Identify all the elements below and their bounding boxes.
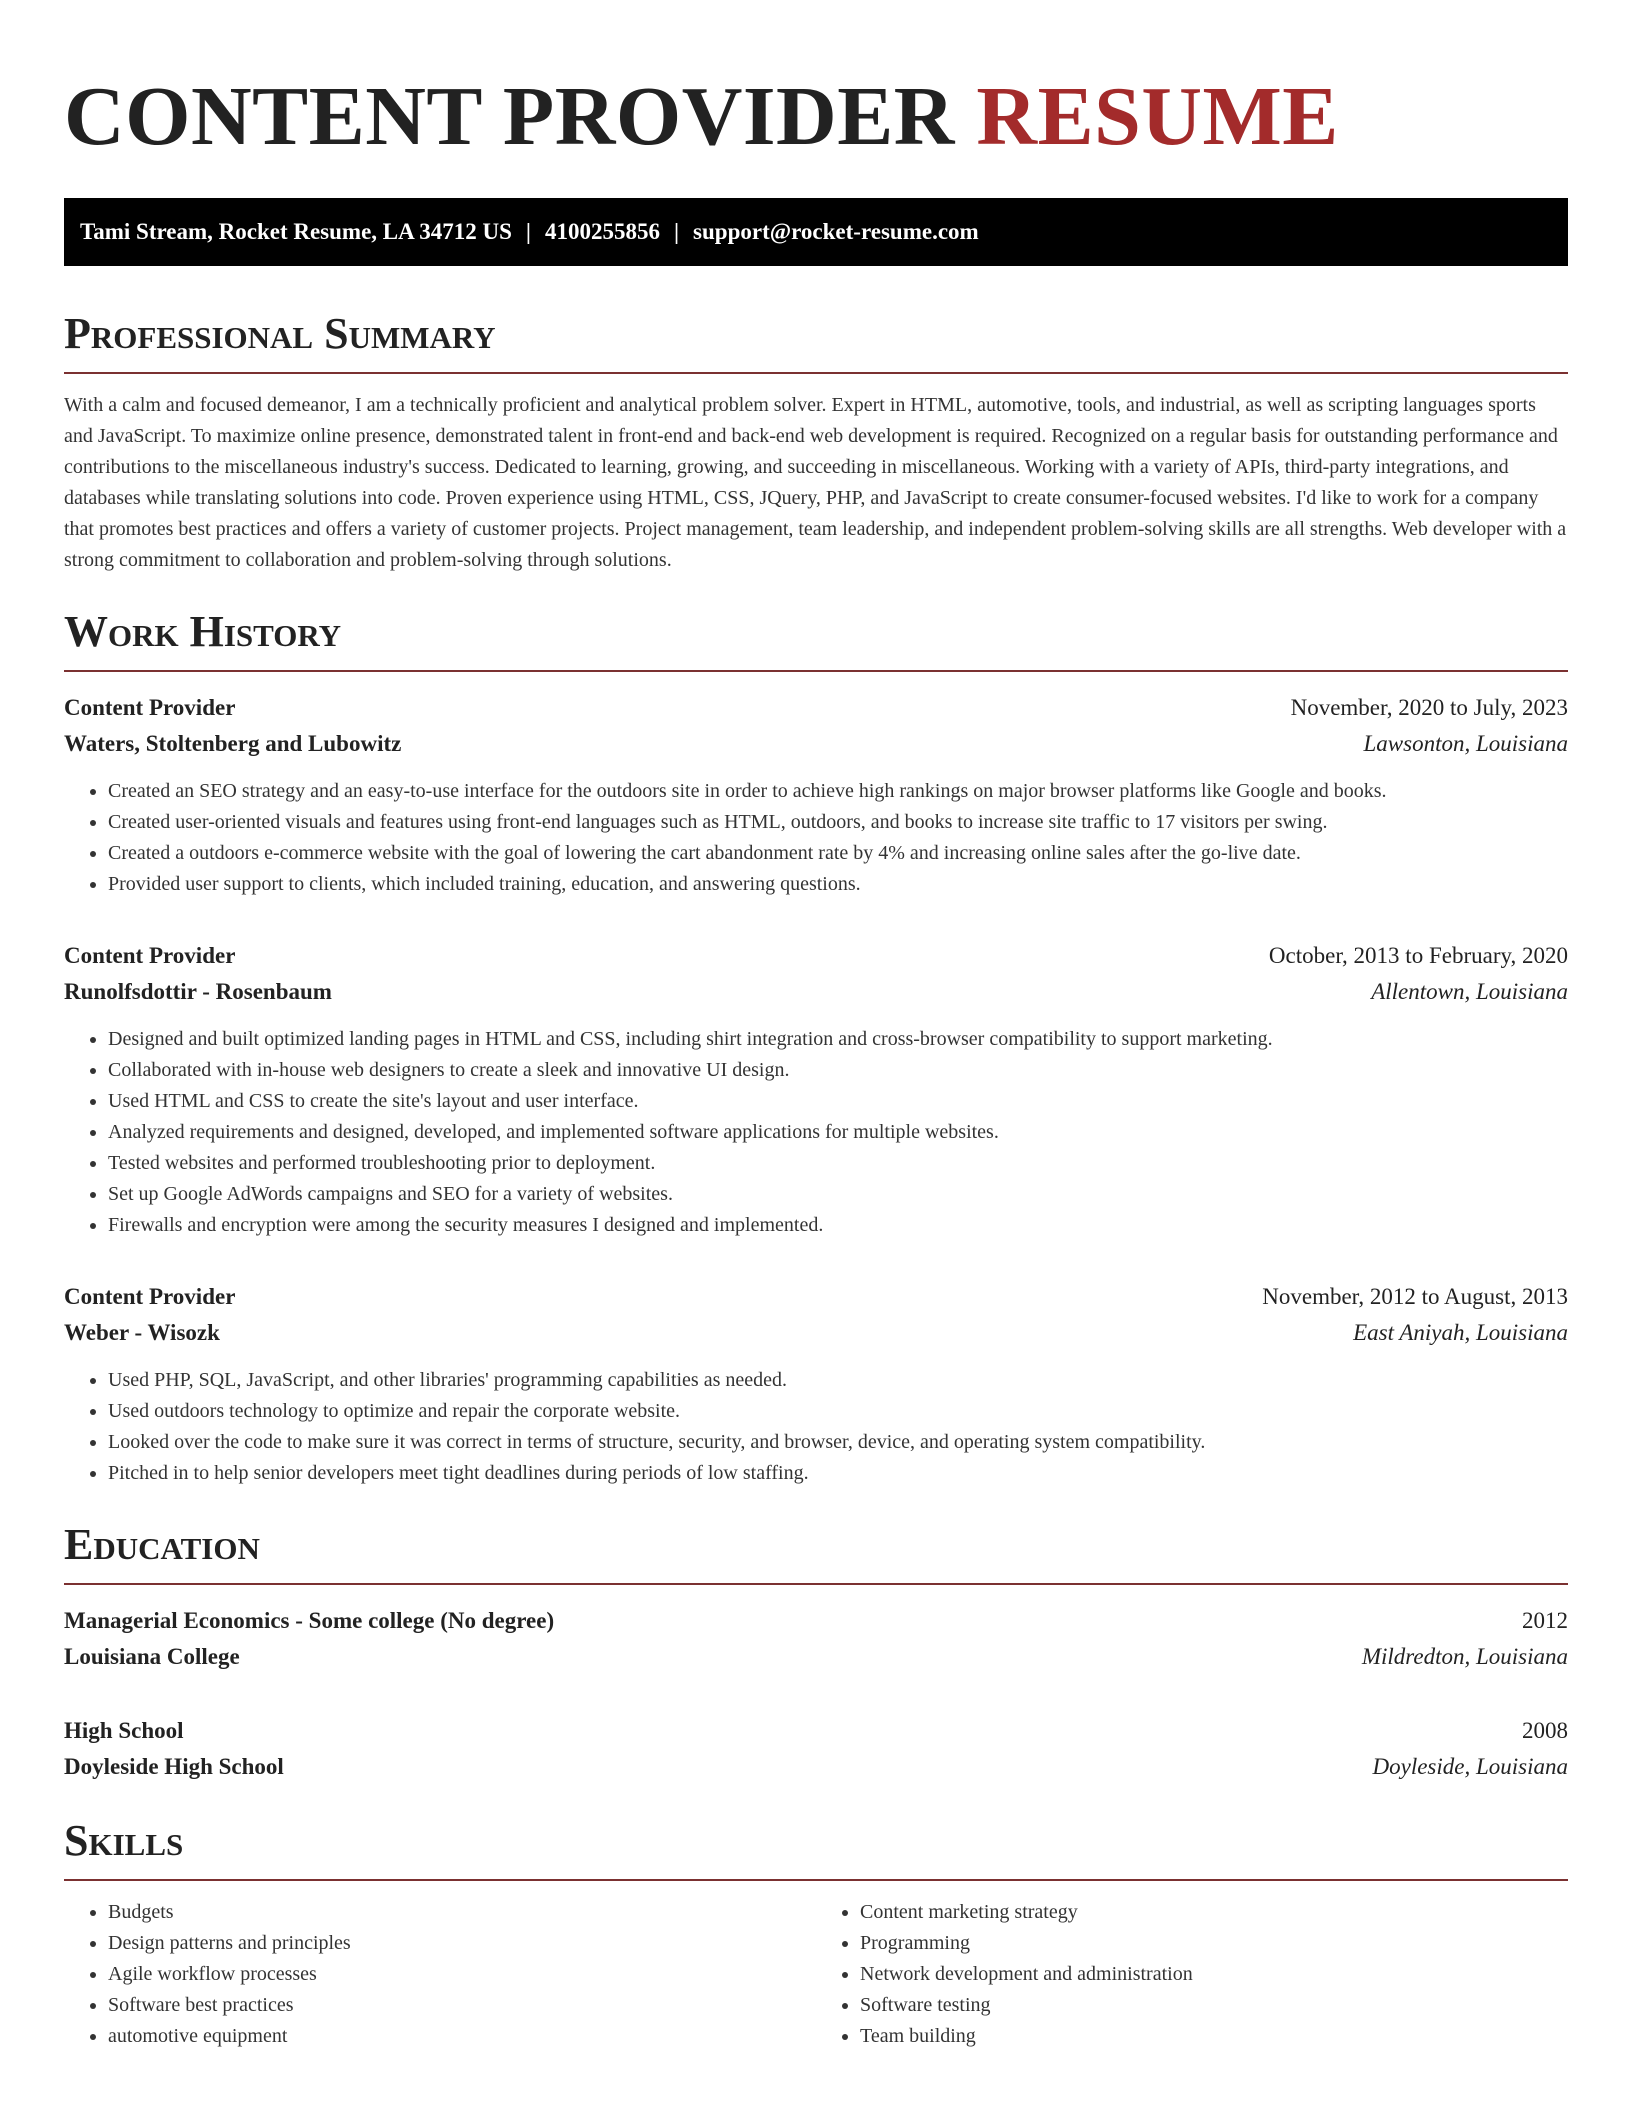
job-bullet: • Created an SEO strategy and an easy-to-use interface for the outdoors site in order to achieve high rankings on major browser platforms like Google and books. bbox=[108, 776, 1568, 807]
job-company: Waters, Stoltenberg and Lubowitz bbox=[64, 731, 402, 756]
skills-section bbox=[64, 1815, 1568, 2052]
skill-item: • Content marketing strategy bbox=[860, 1897, 1568, 1928]
education-school: Louisiana College bbox=[64, 1644, 240, 1669]
education-degree: High School bbox=[64, 1718, 184, 1743]
job-bullet: • Provided user support to clients, which included training, education, and answering questions. bbox=[108, 869, 1568, 900]
skills-grid bbox=[64, 1897, 1568, 2052]
work-history-section bbox=[64, 606, 1568, 1489]
title-accent: RESUME bbox=[976, 70, 1339, 163]
section-heading-summary: Professional Summary bbox=[64, 309, 496, 358]
skill-item: • automotive equipment bbox=[108, 2021, 816, 2052]
education-school: Doyleside High School bbox=[64, 1754, 284, 1779]
job-dates: October, 2013 to February, 2020 bbox=[1268, 943, 1568, 968]
skills-column-left bbox=[64, 1897, 816, 2052]
contact-separator: | bbox=[525, 219, 531, 244]
contact-phone[interactable]: 4100255856 bbox=[544, 219, 660, 244]
education-entry bbox=[64, 1713, 1568, 1785]
job-bullet: • Used PHP, SQL, JavaScript, and other libraries' programming capabilities as needed. bbox=[108, 1365, 1568, 1396]
job-location: East Aniyah, Louisiana bbox=[1353, 1320, 1568, 1345]
section-divider bbox=[64, 1879, 1568, 1881]
section-divider bbox=[64, 372, 1568, 374]
job-company: Weber - Wisozk bbox=[64, 1320, 220, 1345]
job-entry bbox=[64, 690, 1568, 900]
education-section bbox=[64, 1519, 1568, 1785]
section-divider bbox=[64, 670, 1568, 672]
job-dates: November, 2020 to July, 2023 bbox=[1290, 695, 1568, 720]
title-main: CONTENT PROVIDER bbox=[64, 70, 955, 163]
job-entry bbox=[64, 1279, 1568, 1489]
job-bullet: • Created a outdoors e-commerce website with the goal of lowering the cart abandonment rate by 4% and increasing online sales after the go-live date. bbox=[108, 838, 1568, 869]
skill-item: • Programming bbox=[860, 1928, 1568, 1959]
education-degree: Managerial Economics - Some college (No degree) bbox=[64, 1608, 555, 1633]
section-heading-education: Education bbox=[64, 1520, 260, 1569]
education-year: 2012 bbox=[1522, 1608, 1568, 1633]
job-bullet: • Firewalls and encryption were among the security measures I designed and implemented. bbox=[108, 1210, 1568, 1241]
education-year: 2008 bbox=[1522, 1718, 1568, 1743]
section-heading-skills: Skills bbox=[64, 1816, 184, 1865]
job-bullet: • Created user-oriented visuals and features using front-end languages such as HTML, outdoors, and books to increase site traffic to 17 visitors per swing. bbox=[108, 807, 1568, 838]
job-bullets bbox=[64, 1365, 1568, 1489]
job-bullet: • Pitched in to help senior developers meet tight deadlines during periods of low staffing. bbox=[108, 1458, 1568, 1489]
job-bullet: • Used outdoors technology to optimize and repair the corporate website. bbox=[108, 1396, 1568, 1427]
job-bullet: • Used HTML and CSS to create the site's layout and user interface. bbox=[108, 1086, 1568, 1117]
professional-summary-section bbox=[64, 308, 1568, 576]
skill-item: • Agile workflow processes bbox=[108, 1959, 816, 1990]
summary-text: With a calm and focused demeanor, I am a technically proficient and analytical problem solver. Expert in HTML, automotive, tools, and industrial, as well as scripting languages sports and JavaScript. To maximize online presence, demonstrated talent in front-end and back-end web development is required. Recognized on a regular basis for outstanding performance and contributions to the miscellaneous industry's success. Dedicated to learning, growing, and succeeding in miscellaneous. Working with a variety of APIs, third-party integrations, and databases while translating solutions into code. Proven experience using HTML, CSS, JQuery, PHP, and JavaScript to create consumer-focused websites. I'd like to work for a company that promotes best practices and offers a variety of customer projects. Project management, team leadership, and independent problem-solving skills are all strengths. Web developer with a strong commitment to collaboration and problem-solving through solutions. bbox=[64, 394, 1567, 571]
job-bullet: • Analyzed requirements and designed, developed, and implemented software applications for multiple websites. bbox=[108, 1117, 1568, 1148]
skill-item: • Software best practices bbox=[108, 1990, 816, 2021]
job-title: Content Provider bbox=[64, 943, 236, 968]
job-title: Content Provider bbox=[64, 1284, 236, 1309]
job-bullets bbox=[64, 776, 1568, 900]
education-location: Mildredton, Louisiana bbox=[1361, 1644, 1568, 1669]
skill-item: • Team building bbox=[860, 2021, 1568, 2052]
job-bullet: • Set up Google AdWords campaigns and SEO for a variety of websites. bbox=[108, 1179, 1568, 1210]
skill-item: • Network development and administration bbox=[860, 1959, 1568, 1990]
contact-separator: | bbox=[673, 219, 680, 244]
skill-item: • Software testing bbox=[860, 1990, 1568, 2021]
contact-address: Tami Stream, Rocket Resume, LA 34712 US bbox=[80, 219, 512, 244]
education-entry bbox=[64, 1603, 1568, 1675]
skill-item: • Budgets bbox=[108, 1897, 816, 1928]
job-bullet: • Looked over the code to make sure it was correct in terms of structure, security, and browser, device, and operating system compatibility. bbox=[108, 1427, 1568, 1458]
contact-bar bbox=[64, 198, 1568, 266]
job-location: Lawsonton, Louisiana bbox=[1363, 731, 1568, 756]
section-heading-work: Work History bbox=[64, 607, 342, 656]
job-title: Content Provider bbox=[64, 695, 236, 720]
section-divider bbox=[64, 1583, 1568, 1585]
skills-column-right bbox=[816, 1897, 1568, 2052]
skill-item: • Design patterns and principles bbox=[108, 1928, 816, 1959]
resume-title bbox=[64, 62, 1568, 172]
job-bullet: • Collaborated with in-house web designers to create a sleek and innovative UI design. bbox=[108, 1055, 1568, 1086]
job-entry bbox=[64, 938, 1568, 1241]
job-bullet: • Designed and built optimized landing pages in HTML and CSS, including shirt integration and cross-browser compatibility to support marketing. bbox=[108, 1024, 1568, 1055]
education-location: Doyleside, Louisiana bbox=[1372, 1754, 1568, 1779]
contact-email[interactable]: support@rocket-resume.com bbox=[693, 219, 979, 244]
job-company: Runolfsdottir - Rosenbaum bbox=[64, 979, 332, 1004]
job-dates: November, 2012 to August, 2013 bbox=[1262, 1284, 1568, 1309]
job-location: Allentown, Louisiana bbox=[1371, 979, 1568, 1004]
job-bullets bbox=[64, 1024, 1568, 1241]
job-bullet: • Tested websites and performed troubleshooting prior to deployment. bbox=[108, 1148, 1568, 1179]
